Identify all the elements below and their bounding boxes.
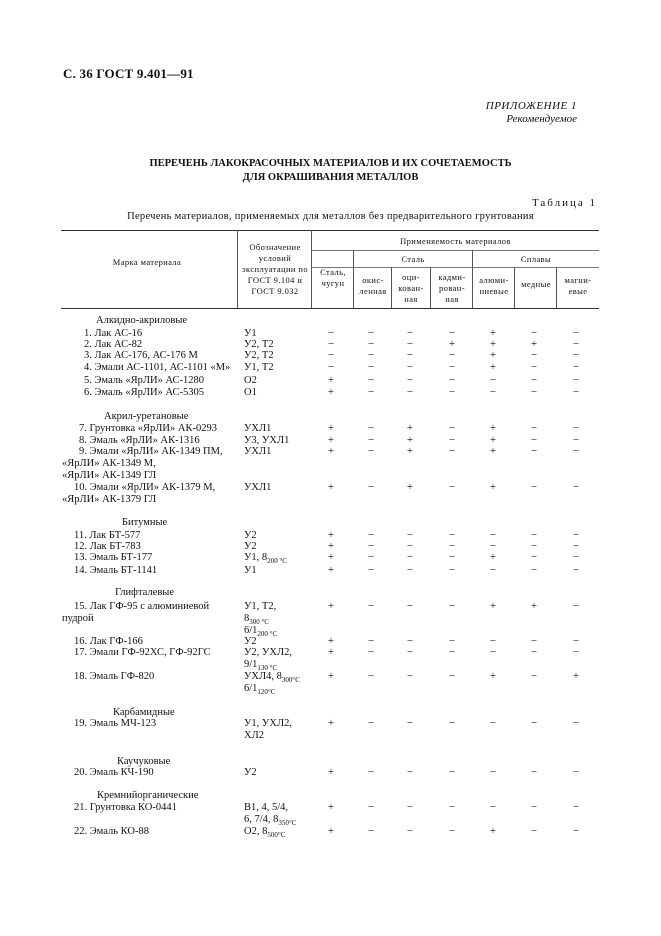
applicability-mark: + xyxy=(489,361,497,373)
applicability-mark: − xyxy=(489,386,497,398)
applicability-mark: − xyxy=(530,374,538,386)
applicability-mark: − xyxy=(530,386,538,398)
applicability-mark: − xyxy=(327,327,335,339)
applicability-mark: − xyxy=(406,825,414,837)
material-name: 8. Эмаль «ЯрЛИ» АК-1316 xyxy=(79,435,200,446)
applicability-mark: + xyxy=(327,374,335,386)
applicability-mark: + xyxy=(489,327,497,339)
applicability-mark: + xyxy=(489,338,497,350)
applicability-mark: − xyxy=(367,801,375,813)
applicability-mark: + xyxy=(489,434,497,446)
material-name: 15. Лак ГФ-95 с алюминиевой xyxy=(74,601,210,612)
condition-code xyxy=(244,362,274,373)
applicability-mark: − xyxy=(572,766,580,778)
material-name: 14. Эмаль БТ-1141 xyxy=(74,565,158,576)
applicability-mark: − xyxy=(530,422,538,434)
applicability-mark: − xyxy=(572,386,580,398)
applicability-mark: − xyxy=(572,551,580,563)
applicability-mark: + xyxy=(489,422,497,434)
applicability-mark: + xyxy=(327,529,335,541)
applicability-mark: + xyxy=(489,825,497,837)
applicability-mark: − xyxy=(572,564,580,576)
applicability-mark: − xyxy=(448,386,456,398)
applicability-mark: + xyxy=(530,338,538,350)
header-bottom-rule xyxy=(61,308,599,309)
applicability-mark: − xyxy=(367,635,375,647)
condition-code xyxy=(244,423,271,434)
header-oxidized: окис- ленная xyxy=(359,275,387,296)
material-name: 7. Грунтовка «ЯрЛИ» АК-0293 xyxy=(79,423,217,434)
applicability-mark: + xyxy=(489,670,497,682)
condition-code xyxy=(244,647,292,658)
applicability-mark: − xyxy=(367,825,375,837)
table-top-rule xyxy=(61,230,599,231)
condition-code xyxy=(244,435,289,446)
applicability-mark: − xyxy=(530,564,538,576)
applicability-mark: − xyxy=(406,361,414,373)
applicability-mark: − xyxy=(448,825,456,837)
condition-code-text: У2, Т2 xyxy=(244,339,274,350)
applicability-mark: − xyxy=(489,801,497,813)
applicability-mark: − xyxy=(367,386,375,398)
page-header: С. 36 ГОСТ 9.401—91 xyxy=(63,66,194,81)
applicability-mark: − xyxy=(530,801,538,813)
applicability-mark: − xyxy=(327,338,335,350)
applicability-mark: − xyxy=(367,540,375,552)
material-name: 9. Эмали «ЯрЛИ» АК-1349 ПМ, xyxy=(79,446,223,457)
applicability-mark: − xyxy=(572,434,580,446)
header-magnesium: магни- евые xyxy=(564,275,592,296)
material-name: 11. Лак БТ-577 xyxy=(74,530,141,541)
condition-code-subscript: 200 °С xyxy=(257,630,278,639)
applicability-mark: + xyxy=(327,422,335,434)
applicability-mark: − xyxy=(406,338,414,350)
applicability-mark: − xyxy=(406,801,414,813)
applicability-mark: − xyxy=(406,529,414,541)
condition-code-text: О1 xyxy=(244,387,257,398)
condition-code xyxy=(244,826,285,841)
applicability-mark: − xyxy=(530,349,538,361)
applicability-mark: − xyxy=(367,434,375,446)
condition-code-text: УХЛ4, 8 xyxy=(244,671,282,682)
applicability-mark: − xyxy=(448,445,456,457)
appendix-label: ПРИЛОЖЕНИЕ 1 xyxy=(485,100,577,112)
material-name: 18. Эмаль ГФ-820 xyxy=(74,671,155,682)
group-heading: Карбамидные xyxy=(113,707,175,718)
applicability-mark: − xyxy=(367,551,375,563)
applicability-mark: − xyxy=(448,374,456,386)
material-name: 19. Эмаль МЧ-123 xyxy=(74,718,157,729)
condition-code xyxy=(244,565,257,576)
applicability-mark: − xyxy=(489,646,497,658)
applicability-mark: − xyxy=(406,327,414,339)
applicability-mark: − xyxy=(572,445,580,457)
applicability-mark: − xyxy=(367,445,375,457)
condition-code-subscript: 300 °С xyxy=(249,618,269,627)
group-heading: Битумные xyxy=(122,517,168,528)
header-brand: Марка материала xyxy=(112,257,182,267)
header-steel-group: Сталь xyxy=(401,254,425,264)
condition-code xyxy=(244,446,271,457)
applicability-mark: − xyxy=(530,825,538,837)
condition-code-text: 6/1 xyxy=(244,625,258,636)
applicability-mark: − xyxy=(530,717,538,729)
title-line-2: ДЛЯ ОКРАШИВАНИЯ МЕТАЛЛОВ xyxy=(242,172,419,183)
material-name: 1. Лак АС-16 xyxy=(84,328,143,339)
applicability-mark: − xyxy=(367,600,375,612)
applicability-mark: − xyxy=(489,564,497,576)
material-name: 5. Эмаль «ЯрЛИ» АС-1280 xyxy=(84,375,205,386)
condition-code-text: У2 xyxy=(244,767,257,778)
applicability-mark: − xyxy=(448,551,456,563)
applicability-mark: + xyxy=(489,551,497,563)
col-sep-aluminum xyxy=(514,267,515,308)
applicability-mark: − xyxy=(530,481,538,493)
applicability-mark: + xyxy=(327,434,335,446)
material-name: 6. Эмаль «ЯрЛИ» АС-5305 xyxy=(84,387,205,398)
condition-code-text: О2, 8 xyxy=(244,826,268,837)
applicability-mark: − xyxy=(448,481,456,493)
condition-code xyxy=(244,482,271,493)
condition-code xyxy=(244,802,288,813)
applicability-mark: − xyxy=(530,529,538,541)
material-name: 22. Эмаль КО-88 xyxy=(74,826,149,837)
applicability-mark: − xyxy=(572,374,580,386)
applicability-mark: − xyxy=(406,386,414,398)
material-name: 10. Эмали «ЯрЛИ» АК-1379 М, xyxy=(74,482,216,493)
applicability-mark: − xyxy=(572,801,580,813)
condition-code-text: 6, 7/4, 8 xyxy=(244,814,279,825)
applicability-mark: − xyxy=(406,349,414,361)
applicability-mark: − xyxy=(448,422,456,434)
document-title xyxy=(0,157,661,185)
applicability-mark: − xyxy=(406,600,414,612)
applicability-mark: − xyxy=(367,717,375,729)
applicability-mark: − xyxy=(572,481,580,493)
material-name: 21. Грунтовка КО-0441 xyxy=(74,802,177,813)
condition-code-subscript: 120°С xyxy=(257,688,276,697)
applicability-mark: − xyxy=(489,766,497,778)
condition-code-text: У1 xyxy=(244,328,257,339)
group-heading: Глифталевые xyxy=(115,587,174,598)
applicability-mark: − xyxy=(572,646,580,658)
applicability-mark: − xyxy=(406,564,414,576)
applicability-mark: + xyxy=(489,481,497,493)
applicability-mark: − xyxy=(406,717,414,729)
applicability-mark: − xyxy=(572,361,580,373)
condition-code-text: У1, Т2 xyxy=(244,362,274,373)
applicability-mark: − xyxy=(530,766,538,778)
applicability-mark: − xyxy=(367,670,375,682)
condition-code-text: УХЛ1 xyxy=(244,446,272,457)
applicability-mark: + xyxy=(327,551,335,563)
applicability-mark: − xyxy=(367,361,375,373)
group-heading: Алкидно-акриловые xyxy=(96,315,188,326)
applicability-mark: + xyxy=(327,540,335,552)
applicability-mark: + xyxy=(327,670,335,682)
condition-code xyxy=(244,636,257,647)
applicability-mark: − xyxy=(489,540,497,552)
condition-code-subscript: 500°С xyxy=(267,831,286,840)
header-cadmium: кадми- рован- ная xyxy=(438,272,466,304)
condition-code-text: У2, Т2 xyxy=(244,350,274,361)
group-heading: Акрил-уретановые xyxy=(104,411,189,422)
applicability-mark: − xyxy=(572,338,580,350)
applicability-mark: − xyxy=(367,338,375,350)
applicability-mark: − xyxy=(327,361,335,373)
applicability-mark: − xyxy=(406,551,414,563)
material-name: 4. Эмали АС-1101, АС-1101 «М» xyxy=(84,362,231,373)
condition-code xyxy=(244,718,292,729)
condition-code-text: УХЛ1 xyxy=(244,423,272,434)
condition-code-subscript: 300°С xyxy=(281,676,300,685)
applicability-mark: + xyxy=(489,445,497,457)
material-name: 2. Лак АС-82 xyxy=(84,339,143,350)
condition-code-subscript: 200 °С xyxy=(267,557,287,566)
applicability-mark: − xyxy=(530,361,538,373)
applicability-mark: + xyxy=(327,801,335,813)
applicability-mark: − xyxy=(367,422,375,434)
applicability-mark: − xyxy=(448,670,456,682)
appendix-note: Рекомендуемое xyxy=(506,113,577,125)
col-sep-oxidized xyxy=(391,267,392,308)
applicability-mark: + xyxy=(572,670,580,682)
applicability-mark: − xyxy=(530,445,538,457)
applicability-mark: − xyxy=(489,635,497,647)
applicability-mark: − xyxy=(448,766,456,778)
applicability-mark: + xyxy=(406,434,414,446)
condition-code-text: У2 xyxy=(244,541,257,552)
condition-code-cont xyxy=(244,683,275,698)
header-copper: медные xyxy=(521,279,551,289)
condition-code xyxy=(244,339,274,350)
condition-code xyxy=(244,767,257,778)
condition-code-subscript: 130 °С xyxy=(257,664,278,673)
applicability-mark: + xyxy=(489,349,497,361)
material-name: 17. Эмали ГФ-92ХС, ГФ-92ГС xyxy=(74,647,211,658)
condition-code-text: О2 xyxy=(244,375,257,386)
condition-code-text: УХЛ1 xyxy=(244,482,272,493)
condition-code-text: У2 xyxy=(244,530,257,541)
condition-code xyxy=(244,541,257,552)
applicability-mark: + xyxy=(448,338,456,350)
applicability-mark: − xyxy=(327,349,335,361)
applicability-mark: − xyxy=(367,481,375,493)
material-name: 3. Лак АС-176, АС-176 М xyxy=(84,350,198,361)
applicability-mark: − xyxy=(530,670,538,682)
applicability-mark: − xyxy=(406,540,414,552)
applicability-mark: − xyxy=(530,646,538,658)
header-designation: Обозначение условий эксплуатации по ГОСТ 9.104 и ГОСТ 9.032 xyxy=(242,242,308,296)
applicability-mark: − xyxy=(489,529,497,541)
applicability-mark: − xyxy=(406,635,414,647)
applicability-mark: − xyxy=(572,529,580,541)
applicability-mark: − xyxy=(448,635,456,647)
applicability-mark: − xyxy=(406,670,414,682)
material-name-cont: «ЯрЛИ» АК-1349 М, xyxy=(62,458,156,469)
condition-code-text: 8 xyxy=(244,613,250,624)
title-line-1: ПЕРЕЧЕНЬ ЛАКОКРАСОЧНЫХ МАТЕРИАЛОВ И ИХ СОЧЕТАЕМОСТЬ xyxy=(149,158,512,169)
applicability-mark: − xyxy=(448,600,456,612)
applicability-mark: + xyxy=(327,766,335,778)
applicability-mark: − xyxy=(448,801,456,813)
material-name-cont: «ЯрЛИ» АК-1379 ГЛ xyxy=(62,494,157,505)
condition-code-text: У1 xyxy=(244,565,257,576)
applicability-mark: + xyxy=(327,386,335,398)
applicability-mark: − xyxy=(572,540,580,552)
col-sep-zinc xyxy=(430,267,431,308)
condition-code-text: У2, УХЛ2, xyxy=(244,647,292,658)
applicability-mark: + xyxy=(327,564,335,576)
applicability-mark: + xyxy=(406,445,414,457)
applicability-mark: − xyxy=(448,361,456,373)
condition-code-text: У1, УХЛ2, xyxy=(244,718,292,729)
applicability-mark: − xyxy=(448,717,456,729)
applicability-mark: − xyxy=(572,349,580,361)
applicability-mark: − xyxy=(448,646,456,658)
applicability-mark: − xyxy=(367,349,375,361)
header-rule-1 xyxy=(312,250,599,251)
applicability-mark: − xyxy=(367,374,375,386)
applicability-mark: − xyxy=(406,374,414,386)
applicability-mark: + xyxy=(327,635,335,647)
applicability-mark: − xyxy=(448,529,456,541)
condition-code-text: У1, Т2, xyxy=(244,601,277,612)
applicability-mark: − xyxy=(367,529,375,541)
applicability-mark: − xyxy=(406,766,414,778)
applicability-mark: − xyxy=(530,635,538,647)
condition-code-text: У2 xyxy=(244,636,257,647)
material-name: 20. Эмаль КЧ-190 xyxy=(74,767,154,778)
material-name-cont: «ЯрЛИ» АК-1349 ГЛ xyxy=(62,470,157,481)
applicability-mark: − xyxy=(530,540,538,552)
applicability-mark: − xyxy=(572,635,580,647)
group-heading: Каучуковые xyxy=(117,756,171,767)
condition-code-text: В1, 4, 5/4, xyxy=(244,802,289,813)
applicability-mark: − xyxy=(530,434,538,446)
header-aluminum: алюми- ниевые xyxy=(479,275,509,296)
header-zinc: оци- кован- ная xyxy=(398,272,424,304)
condition-code xyxy=(244,350,274,361)
table-number: Таблица 1 xyxy=(531,197,597,209)
col-sep-copper xyxy=(556,267,557,308)
applicability-mark: − xyxy=(448,349,456,361)
applicability-mark: − xyxy=(572,600,580,612)
condition-code-text: У3, УХЛ1 xyxy=(244,435,290,446)
group-heading: Кремнийорганические xyxy=(97,790,199,801)
applicability-mark: − xyxy=(572,825,580,837)
applicability-mark: + xyxy=(327,600,335,612)
applicability-mark: − xyxy=(367,646,375,658)
applicability-mark: + xyxy=(406,422,414,434)
applicability-mark: − xyxy=(406,646,414,658)
applicability-mark: + xyxy=(327,445,335,457)
material-name-cont: пудрой xyxy=(62,613,94,624)
applicability-mark: − xyxy=(572,422,580,434)
applicability-mark: − xyxy=(530,551,538,563)
applicability-mark: − xyxy=(448,327,456,339)
condition-code-text: 9/1 xyxy=(244,659,258,670)
applicability-mark: − xyxy=(530,327,538,339)
material-name: 16. Лак ГФ-166 xyxy=(74,636,143,647)
header-alloys-group: Сплавы xyxy=(520,254,552,264)
condition-code-text: 6/1 xyxy=(244,683,258,694)
applicability-mark: − xyxy=(367,327,375,339)
condition-code-subscript: 350°С xyxy=(278,819,297,828)
applicability-mark: − xyxy=(489,717,497,729)
applicability-mark: + xyxy=(489,600,497,612)
applicability-mark: + xyxy=(327,825,335,837)
condition-code-cont xyxy=(244,730,264,741)
material-name: 12. Лак БТ-783 xyxy=(74,541,141,552)
applicability-mark: − xyxy=(572,717,580,729)
applicability-mark: − xyxy=(367,766,375,778)
applicability-mark: + xyxy=(327,717,335,729)
applicability-mark: − xyxy=(489,374,497,386)
material-name: 13. Эмаль БТ-177 xyxy=(74,552,153,563)
condition-code-text: ХЛ2 xyxy=(244,730,264,741)
condition-code xyxy=(244,530,257,541)
col-sep-brand xyxy=(237,230,238,308)
applicability-mark: − xyxy=(448,434,456,446)
applicability-mark: − xyxy=(572,327,580,339)
applicability-mark: + xyxy=(530,600,538,612)
header-applicability: Применяемость материалов xyxy=(400,236,511,246)
applicability-mark: + xyxy=(327,481,335,493)
header-steel-iron: Сталь, чугун xyxy=(320,267,346,288)
applicability-mark: + xyxy=(406,481,414,493)
condition-code xyxy=(244,328,257,339)
applicability-mark: + xyxy=(327,646,335,658)
applicability-mark: − xyxy=(448,540,456,552)
condition-code-text: У1, 8 xyxy=(244,552,268,563)
condition-code xyxy=(244,387,257,398)
applicability-mark: − xyxy=(367,564,375,576)
table-caption: Перечень материалов, применяемых для металлов без предварительного грунтования xyxy=(127,211,534,222)
condition-code xyxy=(244,375,257,386)
applicability-mark: − xyxy=(448,564,456,576)
condition-code xyxy=(244,601,276,612)
appendix-block xyxy=(486,100,577,126)
